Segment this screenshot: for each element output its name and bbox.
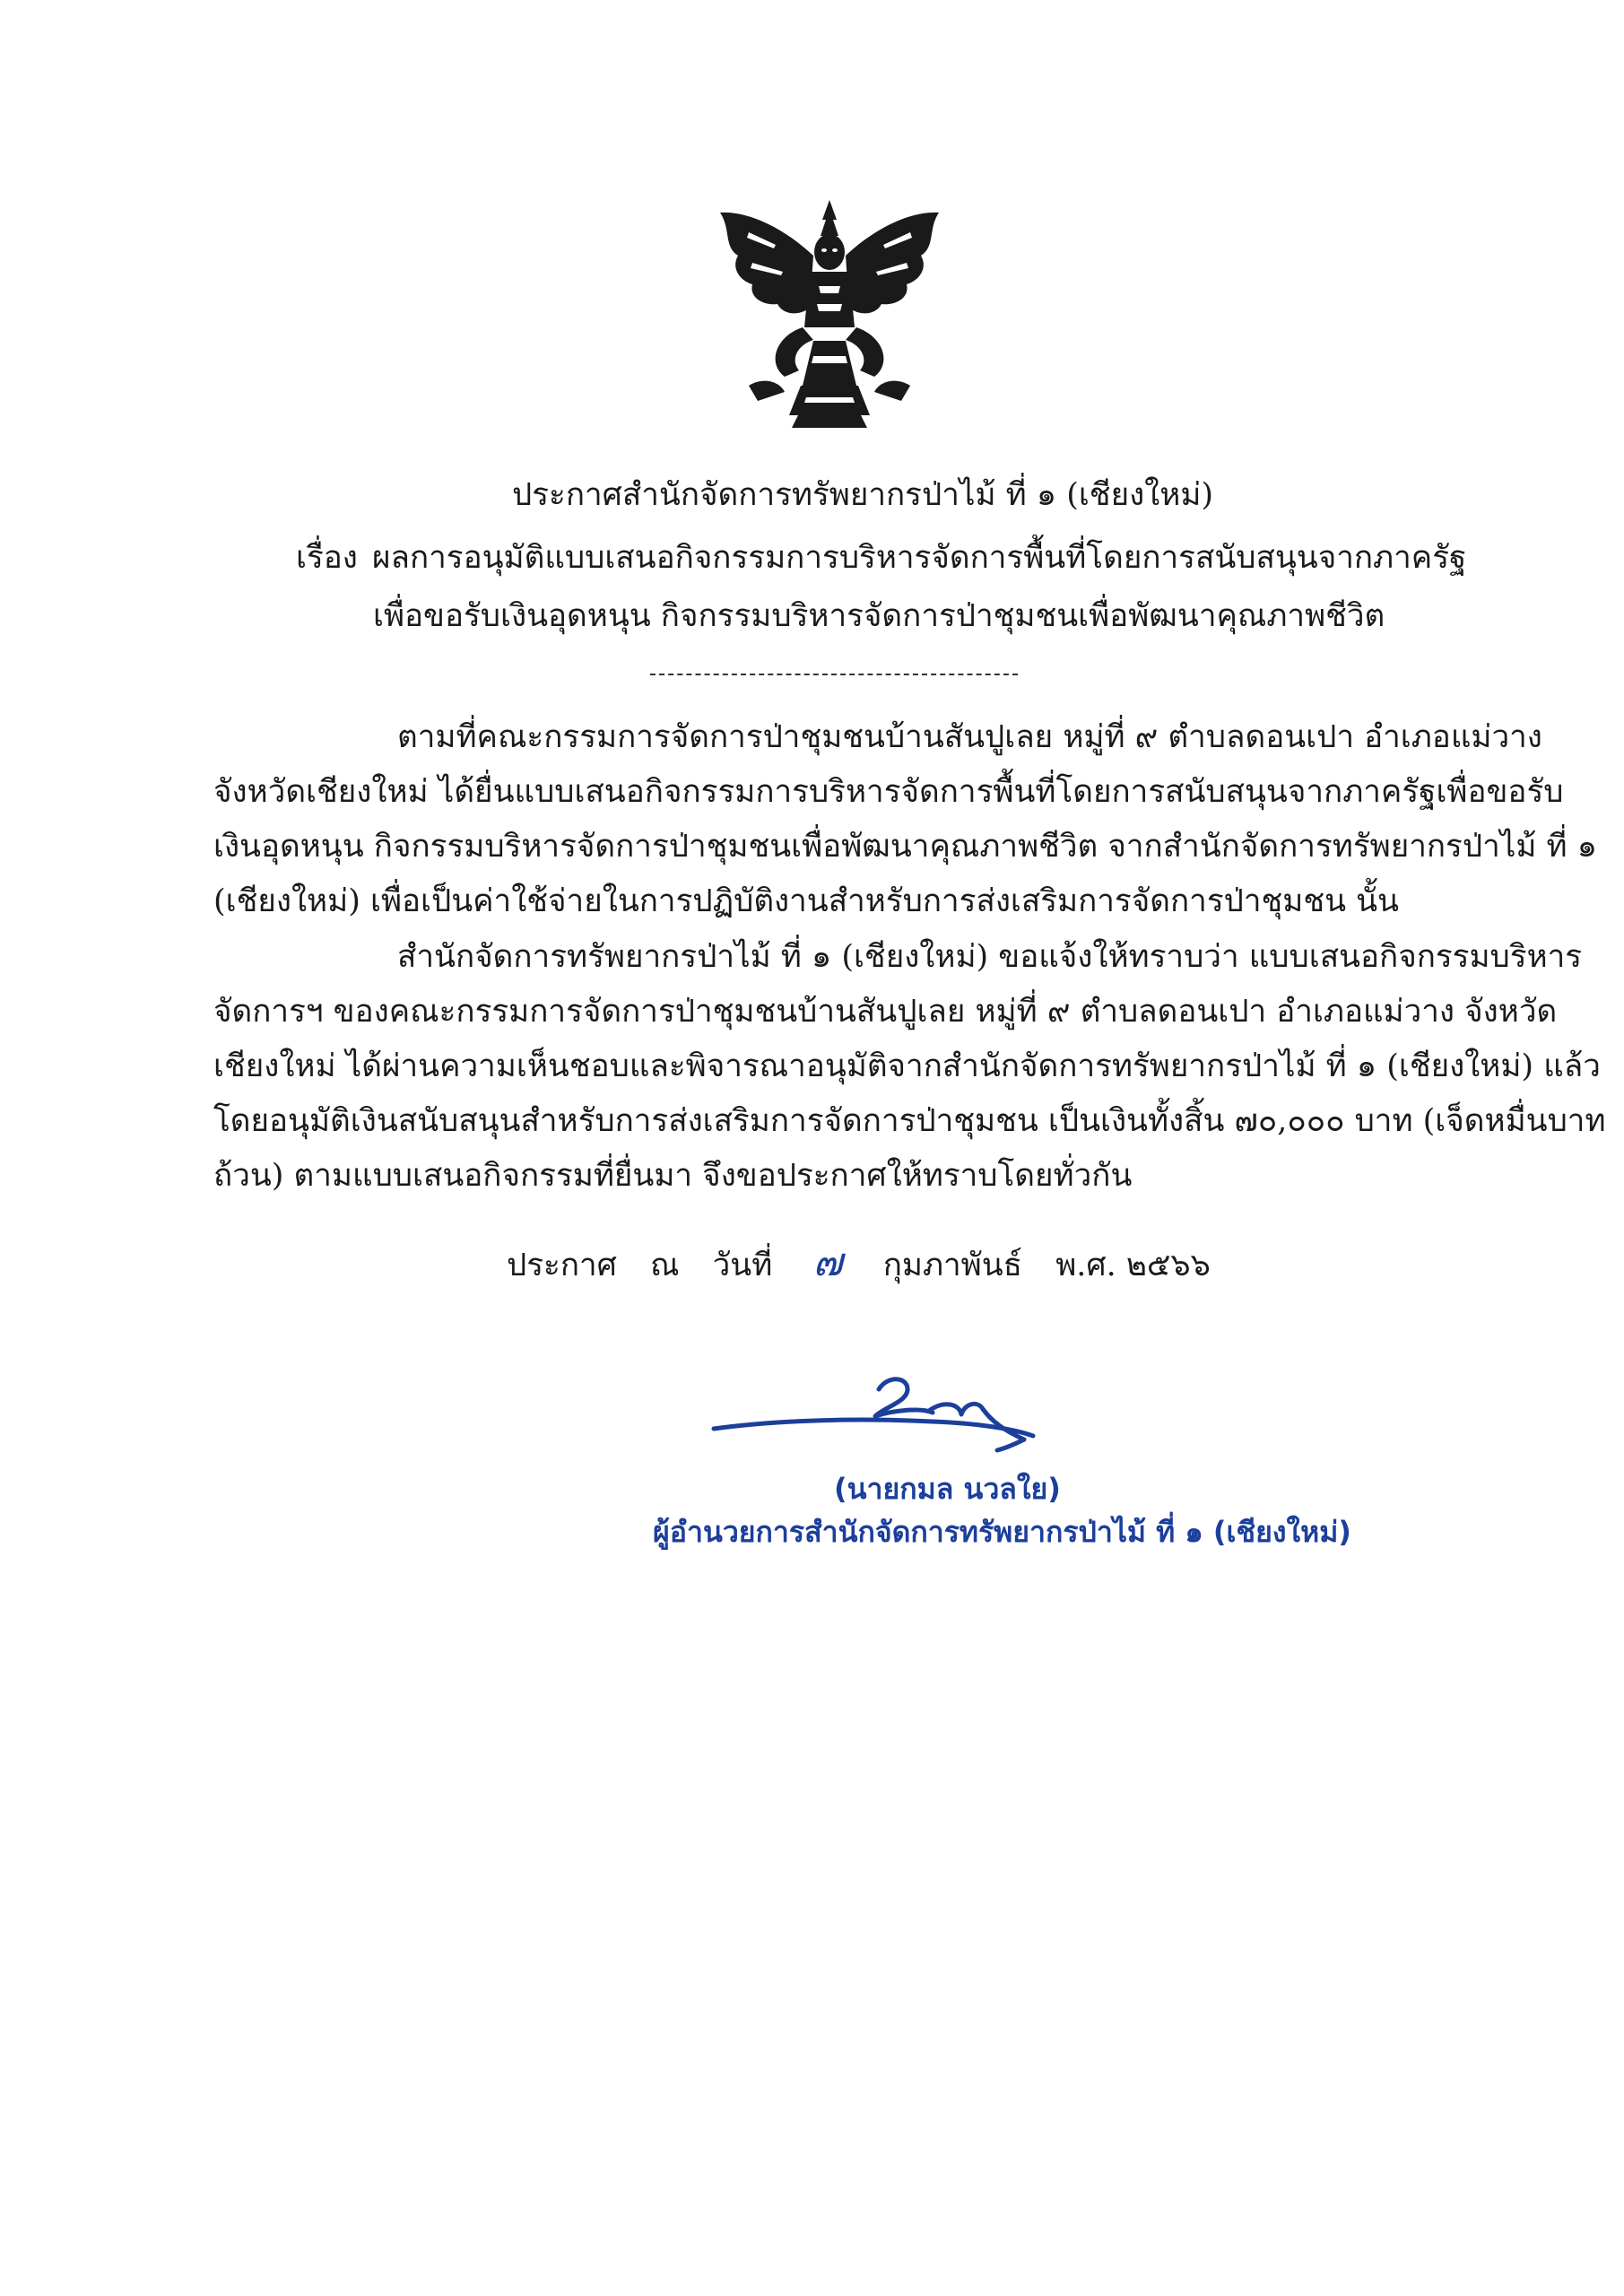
date-day-handwritten: ๗: [812, 1239, 843, 1285]
paragraph-1-line: (เชียงใหม่) เพื่อเป็นค่าใช้จ่ายในการปฏิบัติงานสำหรับการส่งเสริมการจัดการป่าชุมชน นั้น: [213, 883, 1399, 919]
paragraph-2-line: ถ้วน) ตามแบบเสนอกิจกรรมที่ยื่นมา จึงขอประกาศให้ทราบโดยทั่วกัน: [213, 1158, 1133, 1194]
paragraph-1: [213, 710, 1597, 929]
signatory-position: ผู้อำนวยการสำนักจัดการทรัพยากรป่าไม้ ที่ ๑ (เชียงใหม่): [653, 1515, 1351, 1549]
paragraph-1-line: ตามที่คณะกรรมการจัดการป่าชุมชนบ้านสันปูเลย หมู่ที่ ๙ ตำบลดอนเปา อำเภอแม่วาง: [397, 719, 1542, 755]
handwritten-signature: [708, 1368, 1049, 1466]
date-year: พ.ศ. ๒๕๖๖: [1055, 1248, 1211, 1283]
garuda-emblem-icon: [713, 193, 946, 435]
date-prefix: ประกาศ: [507, 1248, 617, 1283]
announcement-date: [507, 1231, 1234, 1293]
subject-line-2: เพื่อขอรับเงินอุดหนุน กิจกรรมบริหารจัดการป่าชุมชนเพื่อพัฒนาคุณภาพชีวิต: [373, 598, 1385, 634]
subject-line-1: [296, 534, 1466, 582]
paragraph-2-line: สำนักจัดการทรัพยากรป่าไม้ ที่ ๑ (เชียงใหม่) ขอแจ้งให้ทราบว่า แบบเสนอกิจกรรมบริหาร: [397, 939, 1583, 975]
date-at: ณ: [650, 1248, 680, 1283]
paragraph-2: [213, 930, 1606, 1204]
signatory-name: (นายกมล นวลใย): [834, 1472, 1061, 1506]
announcement-title: ประกาศสำนักจัดการทรัพยากรป่าไม้ ที่ ๑ (เชียงใหม่): [512, 477, 1214, 513]
paragraph-1-line: เงินอุดหนุน กิจกรรมบริหารจัดการป่าชุมชนเพื่อพัฒนาคุณภาพชีวิต จากสำนักจัดการทรัพยากรป่าไม้ ที่ ๑: [213, 829, 1597, 865]
date-month: กุมภาพันธ์: [882, 1248, 1023, 1283]
paragraph-2-line: จัดการฯ ของคณะกรรมการจัดการป่าชุมชนบ้านสันปูเลย หมู่ที่ ๙ ตำบลดอนเปา อำเภอแม่วาง จังหวัด: [213, 994, 1558, 1030]
paragraph-2-line: โดยอนุมัติเงินสนับสนุนสำหรับการส่งเสริมการจัดการป่าชุมชน เป็นเงินทั้งสิ้น ๗๐,๐๐๐ บาท (เจ็ดหมื่นบาท: [213, 1103, 1606, 1139]
subject-label: เรื่อง: [296, 540, 358, 576]
header-divider: [650, 674, 1018, 675]
paragraph-1-line: จังหวัดเชียงใหม่ ได้ยื่นแบบเสนอกิจกรรมการบริหารจัดการพื้นที่โดยการสนับสนุนจากภาครัฐเพื่อขอรับ: [213, 774, 1564, 810]
date-day-label: วันที่: [712, 1248, 773, 1283]
paragraph-2-line: เชียงใหม่ ได้ผ่านความเห็นชอบและพิจารณาอนุมัติจากสำนักจัดการทรัพยากรป่าไม้ ที่ ๑ (เชียงใหม่) แล้ว: [213, 1048, 1601, 1084]
subject-text-1: ผลการอนุมัติแบบเสนอกิจกรรมการบริหารจัดการพื้นที่โดยการสนับสนุนจากภาครัฐ: [372, 540, 1467, 576]
